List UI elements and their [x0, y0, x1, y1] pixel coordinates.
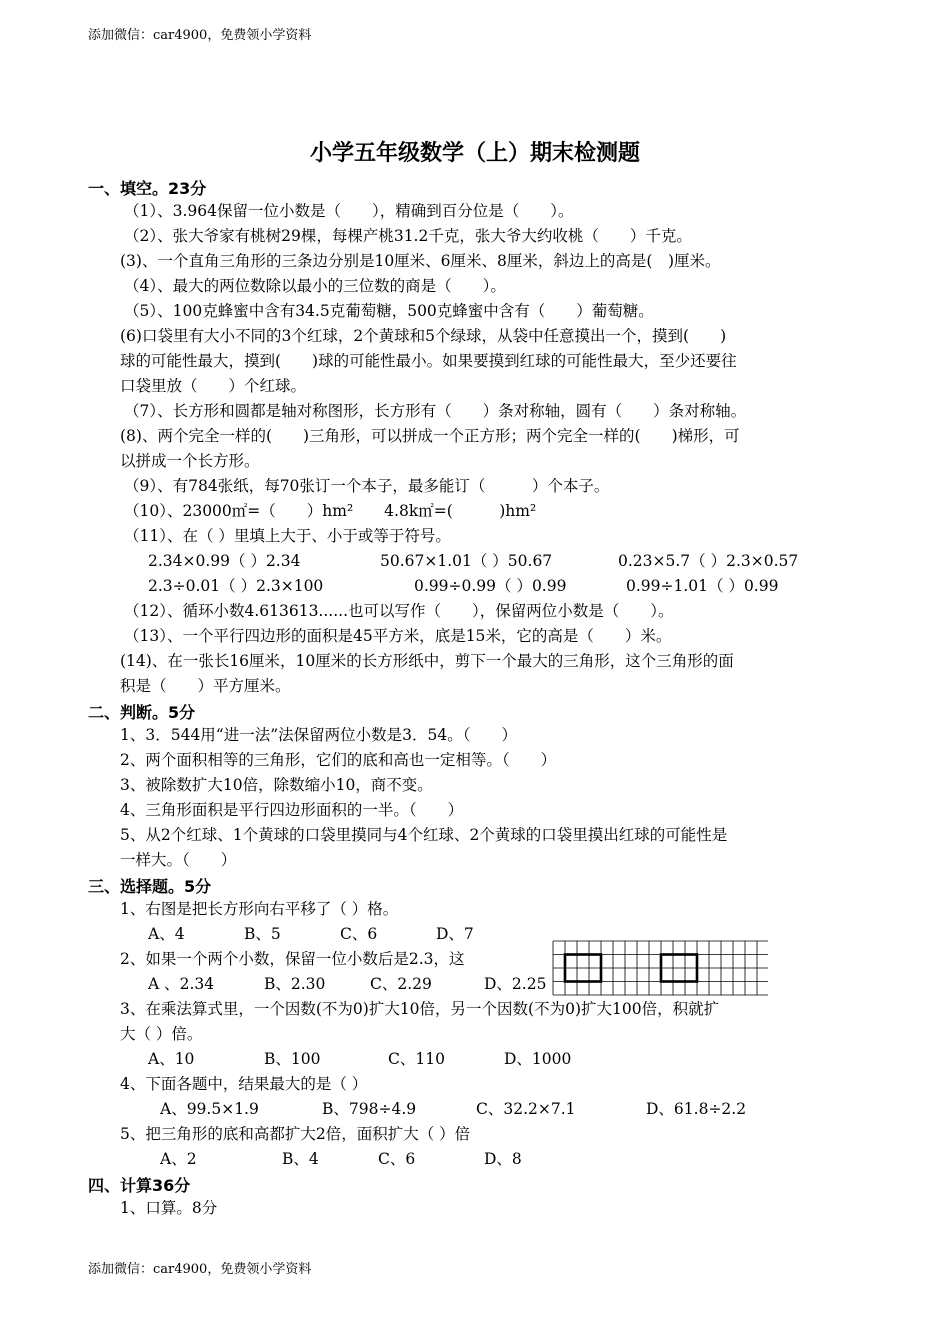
page-title: 小学五年级数学（上）期末检测题: [309, 141, 640, 166]
s1-q1: （1）、3.964保留一位小数是（ ），精确到百分位是（ ）。: [124, 202, 574, 220]
s1-q6-line1: (6)口袋里有大小不同的3个红球，2个黄球和5个绿球，从袋中任意摸出一个，摸到( ): [120, 327, 727, 345]
s3-q1-opt-c: C、6: [340, 925, 378, 943]
s1-q8-line1: (8)、两个完全一样的( )三角形，可以拼成一个正方形；两个完全一样的( )梯形，可: [120, 427, 740, 445]
s3-q5-opt-c: C、6: [378, 1150, 416, 1168]
s3-q5-opt-d: D、8: [484, 1150, 522, 1168]
s3-q4-opt-a: A、99.5×1.9: [160, 1100, 259, 1118]
s1-q3: (3)、一个直角三角形的三条边分别是10厘米、6厘米、8厘米，斜边上的高是( )厘米。: [120, 252, 721, 270]
s3-q3-line1: 3、在乘法算式里，一个因数(不为0)扩大10倍，另一个因数(不为0)扩大100倍，积就扩: [120, 1000, 720, 1018]
s3-q1-opt-d: D、7: [436, 925, 474, 943]
s3-q1-opt-b: B、5: [244, 925, 281, 943]
s3-q3-opt-c: C、110: [388, 1050, 445, 1068]
s1-q9: （9）、有784张纸，每70张订一个本子，最多能订（ ）个本子。: [124, 477, 610, 495]
s3-q5-opt-a: A、2: [160, 1150, 197, 1168]
s3-q3-line2: 大（ ）倍。: [120, 1025, 203, 1043]
s1-q13: （13）、一个平行四边形的面积是45平方米，底是15米，它的高是（ ）米。: [124, 627, 672, 645]
s1-q6-line3: 口袋里放（ ）个红球。: [120, 377, 307, 395]
s1-q11: （11）、在（ ）里填上大于、小于或等于符号。: [124, 527, 451, 545]
s1-q14-line1: (14)、在一张长16厘米，10厘米的长方形纸中，剪下一个最大的三角形，这个三角形的面: [120, 652, 734, 670]
section-2-heading: 二、判断。5分: [88, 703, 196, 722]
s3-q1-opt-a: A、4: [148, 925, 185, 943]
footer-note: 添加微信：car4900，免费领小学资料: [88, 1262, 312, 1277]
s3-q3-opt-b: B、100: [264, 1050, 321, 1068]
s3-q2-opt-d: D、2.25: [484, 975, 547, 993]
translation-grid-figure: [552, 940, 768, 996]
s1-q10: （10）、23000㎡=（ ）hm² 4.8k㎡=( )hm²: [124, 502, 537, 520]
s3-q4-opt-c: C、32.2×7.1: [476, 1100, 576, 1118]
s3-q4-opt-d: D、61.8÷2.2: [646, 1100, 747, 1118]
s2-q5-line2: 一样大。（ ）: [120, 851, 237, 869]
s3-q3-opt-a: A、10: [148, 1050, 195, 1068]
s1-q5: （5）、100克蜂蜜中含有34.5克葡萄糖，500克蜂蜜中含有（ ）葡萄糖。: [124, 302, 654, 320]
s2-q5-line1: 5、从2个红球、1个黄球的口袋里摸同与4个红球、2个黄球的口袋里摸出红球的可能性是: [120, 826, 728, 844]
s1-q11-r2-a: 2.3÷0.01（ ）2.3×100: [148, 577, 324, 595]
s1-q11-r2-c: 0.99÷1.01（ ）0.99: [626, 577, 779, 595]
s1-q11-r1-a: 2.34×0.99（ ）2.34: [148, 552, 301, 570]
s3-q3-opt-d: D、1000: [504, 1050, 572, 1068]
s3-q2-opt-b: B、2.30: [264, 975, 326, 993]
s4-q1: 1、口算。8分: [120, 1199, 218, 1217]
s1-q11-r2-b: 0.99÷0.99（ ）0.99: [414, 577, 567, 595]
s1-q2: （2）、张大爷家有桃树29棵，每棵产桃31.2千克，张大爷大约收桃（ ）千克。: [124, 227, 692, 245]
s3-q2-opt-a: A 、2.34: [148, 975, 215, 993]
section-4-heading: 四、计算36分: [88, 1176, 191, 1195]
s2-q3: 3、被除数扩大10倍，除数缩小10，商不变。: [120, 776, 433, 794]
s2-q1: 1、3．544用“进一法”法保留两位小数是3．54。（ ）: [120, 726, 517, 744]
section-3-heading: 三、选择题。5分: [88, 877, 212, 896]
s1-q8-line2: 以拼成一个长方形。: [120, 452, 260, 470]
s3-q4-opt-b: B、798÷4.9: [322, 1100, 417, 1118]
section-1-heading: 一、填空。23分: [88, 179, 207, 198]
s1-q14-line2: 积是（ ）平方厘米。: [120, 677, 291, 695]
s3-q5-opt-b: B、4: [282, 1150, 319, 1168]
s3-q1: 1、右图是把长方形向右平移了（ ）格。: [120, 900, 399, 918]
s1-q11-r1-c: 0.23×5.7（ ）2.3×0.57: [618, 552, 799, 570]
s1-q4: （4）、最大的两位数除以最小的三位数的商是（ ）。: [124, 277, 506, 295]
s2-q4: 4、三角形面积是平行四边形面积的一半。（ ）: [120, 801, 464, 819]
s3-q4: 4、下面各题中，结果最大的是（ ）: [120, 1075, 368, 1093]
s3-q5: 5、把三角形的底和高都扩大2倍，面积扩大（ ）倍: [120, 1125, 471, 1143]
s1-q6-line2: 球的可能性最大，摸到( )球的可能性最小。如果要摸到红球的可能性最大，至少还要往: [120, 352, 737, 370]
header-note: 添加微信：car4900，免费领小学资料: [88, 28, 312, 43]
s1-q12: （12）、循环小数4.613613......也可以写作（ ），保留两位小数是（ ）。: [124, 602, 674, 620]
s1-q7: （7）、长方形和圆都是轴对称图形，长方形有（ ）条对称轴，圆有（ ）条对称轴。: [124, 402, 747, 420]
s2-q2: 2、两个面积相等的三角形，它们的底和高也一定相等。（ ）: [120, 751, 557, 769]
s1-q11-r1-b: 50.67×1.01（ ）50.67: [380, 552, 553, 570]
s3-q2-opt-c: C、2.29: [370, 975, 432, 993]
s3-q2: 2、如果一个两个小数，保留一位小数后是2.3，这: [120, 950, 465, 968]
